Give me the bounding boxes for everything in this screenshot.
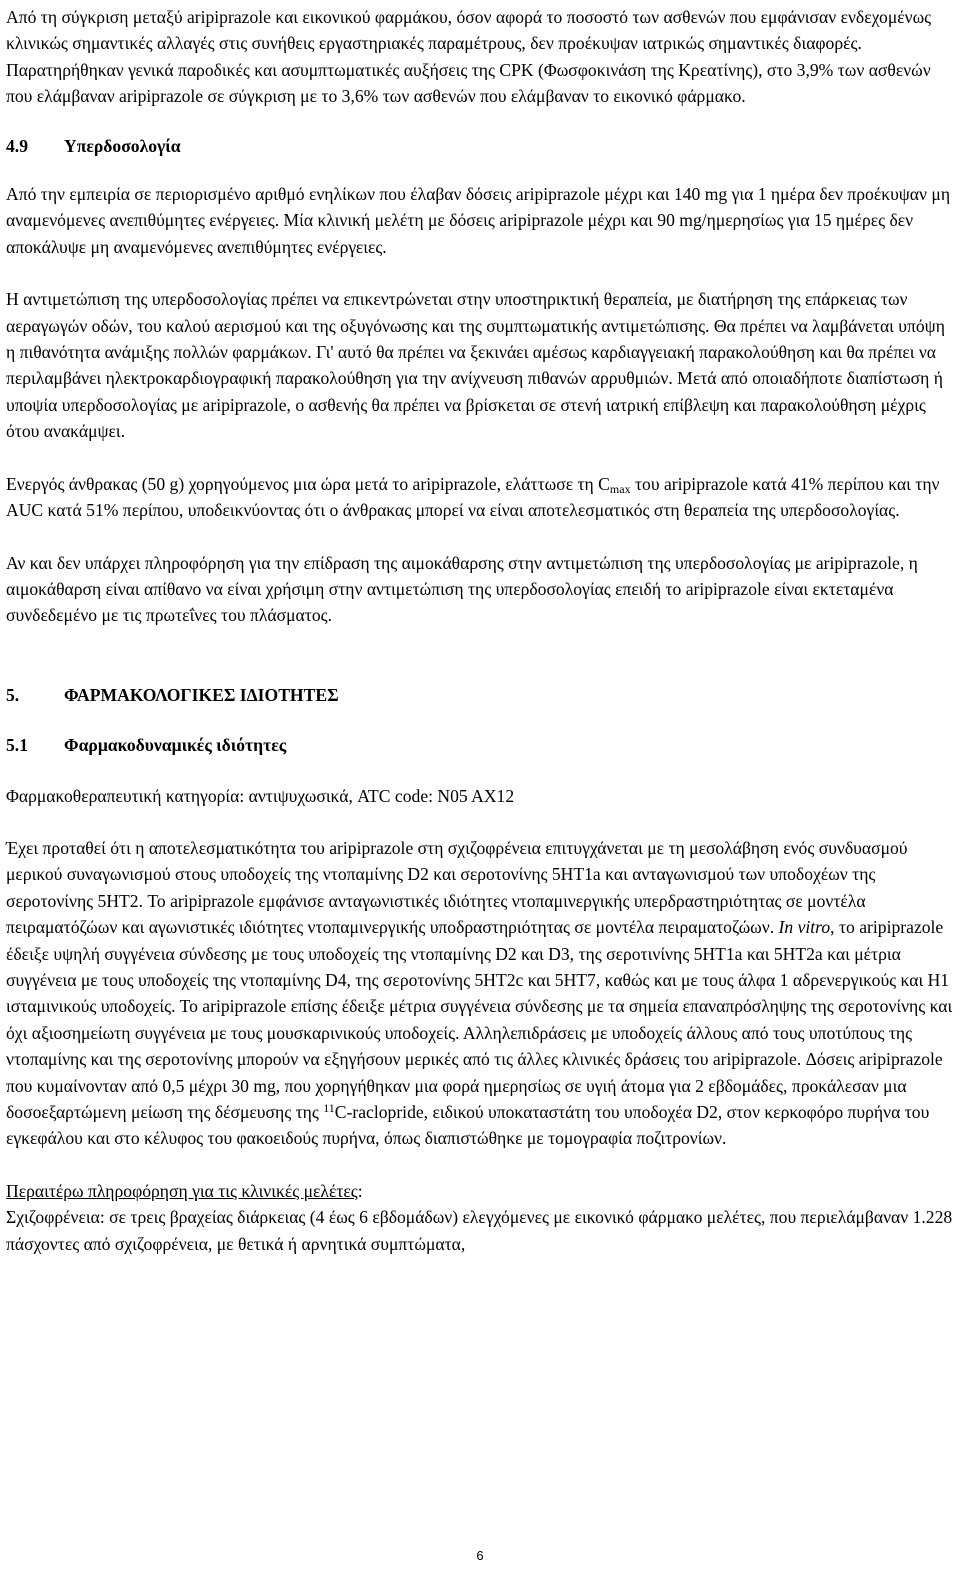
paragraph-lab-findings: Από τη σύγκριση μεταξύ aripiprazole και εικονικού φαρμάκου, όσον αφορά το ποσοστό των ασθενών που εμφάνισαν ενδεχομένως κλινικώς σημαντικές αλλαγές στις συνήθεις εργαστηριακές παραμέτρους, δεν προέκυψαν ιατρικώς σημαντικές διαφορές. Παρατηρήθηκαν γενικά παροδικές και ασυμπτωματικές αυξήσεις της CPK (Φωσφοκινάση της Κρεατίνης), στο 3,9% των ασθενών που ελάμβαναν aripiprazole σε σύγκριση με το 3,6% των ασθενών που ελάμβαναν το εικονικό φάρμακο. (6, 7, 932, 107)
paragraph-activated-charcoal (6, 471, 954, 524)
document-page (6, 0, 954, 1257)
section-number: 5.1 (6, 735, 28, 756)
mechanism-text-1: Έχει προταθεί ότι η αποτελεσματικότητα του aripiprazole στη σχιζοφρένεια επιτυγχάνεται με τη μεσολάβηση ενός συνδυασμού μερικού συναγωνισμού στους υποδοχείς της ντοπαμίνης D2 και σεροτονίνης 5HT1a και ανταγωνισμού των υποδοχέων της σεροτονίνης 5HT2. Το aripiprazole εμφάνισε ανταγωνιστικές ιδιότητες ντοπαμινεργικής υπερδραστηριότητας σε μοντέλα πειραματόζώων και αγωνιστικές ιδιότητες ντοπαμινεργικής υποδραστηριότητας σε μοντέλα πειραματοζώων. (6, 837, 908, 938)
clinical-studies-title: Περαιτέρω πληροφόρηση για τις κλινικές μελέτες (6, 1180, 358, 1201)
charcoal-text-1: Ενεργός άνθρακας (50 g) χορηγούμενος μια ώρα μετά το aripiprazole, ελάττωσε τη C (6, 473, 610, 494)
section-heading-5 (6, 682, 954, 708)
charcoal-text-2: του aripiprazole κατά 41% περίπου και την AUC κατά 51% περίπου, υποδεικνύοντας ότι ο άνθρακας μπορεί να είναι αποτελεσματικός στη θεραπεία της υπερδοσολογίας. (6, 473, 940, 521)
paragraph-mechanism-of-action (6, 835, 954, 1152)
section-heading-4-9 (6, 133, 954, 159)
isotope-superscript: 11 (323, 1101, 335, 1115)
paragraph-schizophrenia: Σχιζοφρένεια: σε τρεις βραχείας διάρκειας (4 έως 6 εβδομάδων) ελεγχόμενες με εικονικό φάρμακο μελέτες, που περιελάμβαναν 1.228 πάσχοντες από σχιζοφρένεια, με θετικά ή αρνητικά συμπτώματα, (6, 1207, 953, 1254)
clinical-studies-colon: : (357, 1180, 363, 1201)
section-title: ΦΑΡΜΑΚΟΛΟΓΙΚΕΣ ΙΔΙΟΤΗΤΕΣ (64, 684, 339, 705)
in-vitro-italic: In vitro (778, 917, 831, 938)
section-title: Υπερδοσολογία (64, 135, 181, 156)
clinical-studies-heading (6, 1178, 954, 1204)
paragraph-overdose-management: Η αντιμετώπιση της υπερδοσολογίας πρέπει να επικεντρώνεται στην υποστηρικτική θεραπεία, με διατήρηση της επάρκειας των αεραγωγών οδών, του καλού αερισμού και της οξυγόνωσης και της συμπτωματικής αντιμετώπισης. Θα πρέπει να λαμβάνεται υπόψη η πιθανότητα ανάμιξης πολλών φαρμάκων. Γι' αυτό θα πρέπει να ξεκινάει αμέσως καρδιαγγειακή παρακολούθηση και θα πρέπει να περιλαμβάνει ηλεκτροκαρδιογραφική παρακολούθηση για την ανίχνευση πιθανών αρρυθμιών. Μετά από οποιαδήποτε διαπίστωση ή υποψία υπερδοσολογίας με aripiprazole, ο ασθενής θα πρέπει να βρίσκεται σε στενή ιατρική επίβλεψη και παρακολούθηση μέχρις ότου ανακάμψει. (6, 289, 945, 442)
mechanism-text-3: C-raclopride, ειδικού υποκαταστάτη του υποδοχέα D2, στον κερκοφόρο πυρήνα του εγκεφάλου και στο κέλυφος του φακοειδούς πυρήνα, όπως διαπιστώθηκε με τομογραφία ποζιτρονίων. (6, 1102, 930, 1149)
page-number: 6 (476, 1548, 484, 1563)
paragraph-hemodialysis: Αν και δεν υπάρχει πληροφόρηση για την επίδραση της αιμοκάθαρσης στην αντιμετώπιση της υπερδοσολογίας με aripiprazole, η αιμοκάθαρση είναι απίθανο να είναι χρήσιμη στην αντιμετώπιση της υπερδοσολογίας επειδή το aripiprazole είναι εκτεταμένα συνδεδεμένο με τις πρωτεΐνες του πλάσματος. (6, 552, 918, 626)
section-number: 5. (6, 684, 20, 705)
section-title: Φαρμακοδυναμικές ιδιότητες (64, 735, 287, 756)
section-heading-5-1 (6, 732, 954, 758)
paragraph-overdose-experience: Από την εμπειρία σε περιορισμένο αριθμό ενηλίκων που έλαβαν δόσεις aripiprazole μέχρι και 140 mg για 1 ημέρα δεν προέκυψαν μη αναμενόμενες ανεπιθύμητες ενέργειες. Μία κλινική μελέτη με δόσεις aripiprazole μέχρι και 90 mg/ημερησίως για 15 ημέρες δεν αποκάλυψε μη αναμενόμενες ανεπιθύμητες ενέργειες. (6, 184, 951, 257)
mechanism-text-2: , το aripiprazole έδειξε υψηλή συγγένεια σύνδεσης με τους υποδοχείς της ντοπαμίνης D2 και D3, της σεροτινίνης 5HT1a και 5HT2a και μέτρια συγγένεια με τους υποδοχείς της ντοπαμίνης D4, της σεροτονίνης 5HT2c και 5HT7, καθώς και με τους άλφα 1 αδρενεργικούς και H1 ισταμινικούς υποδοχείς. Το aripiprazole επίσης έδειξε μέτρια συγγένεια σύνδεσης με τα σημεία επαναπρόσληψης της σεροτονίνης και όχι αξιοσημείωτη συγγένεια με τους μουσκαρινικούς υποδοχείς. Αλληλεπιδράσεις με υποδοχείς άλλους από τους υποτύπους της ντοπαμίνης και της σεροτονίνης μπορούν να εξηγήσουν μερικές από τις άλλες κλινικές δράσεις του aripiprazole. Δόσεις aripiprazole που κυμαίνονταν από 0,5 μέχρι 30 mg, που χορηγήθηκαν μια φορά ημερησίως σε υγιή άτομα για 2 εβδομάδες, προκάλεσαν μια δοσοεξαρτώμενη μείωση της δέσμευσης της (6, 917, 953, 1122)
cmax-subscript: max (609, 481, 631, 496)
paragraph-atc-code: Φαρμακοθεραπευτική κατηγορία: αντιψυχωσικά, ATC code: N05 AX12 (6, 785, 515, 806)
section-number: 4.9 (6, 135, 28, 156)
